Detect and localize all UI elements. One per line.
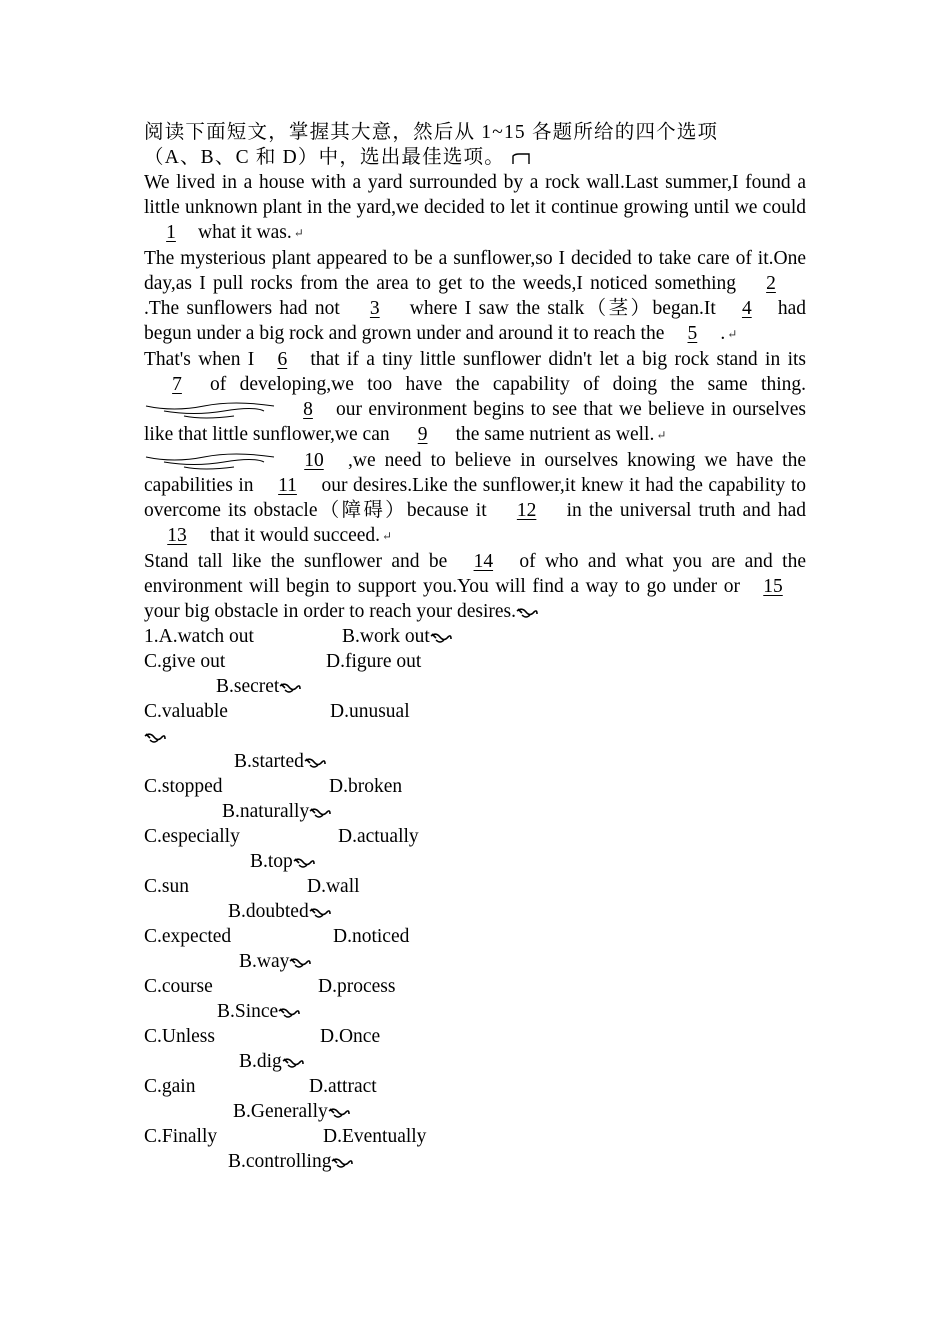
text-run: that it would succeed. (210, 525, 381, 547)
option-c: C.Finally (144, 1126, 218, 1148)
text-run: where I saw the stalk（茎）began.It (409, 298, 716, 320)
option-a: 1.A.watch out (144, 626, 254, 648)
option-line (144, 699, 806, 724)
option-line (144, 774, 806, 799)
option-d: D.broken (329, 776, 403, 798)
option-d: D.actually (338, 826, 419, 848)
swirl-glyph-icon (516, 606, 538, 620)
swirl-glyph-icon (289, 956, 311, 970)
option-line (144, 924, 806, 949)
option-line (144, 824, 806, 849)
option-b: B.controlling (228, 1151, 332, 1173)
option-d: D.wall (307, 876, 360, 898)
paragraph-mark-icon: ↵ (382, 529, 393, 544)
option-c: C.especially (144, 826, 240, 848)
paragraph-5 (144, 549, 806, 624)
instructions-line-2: （A、B、C 和 D）中，选出最佳选项。 (144, 147, 505, 168)
instructions-line-1: 阅读下面短文，掌握其大意，然后从 1~15 各题所给的四个选项 (144, 122, 719, 143)
option-line (144, 974, 806, 999)
blank-11: 11 (278, 475, 297, 497)
blank-1: 1 (166, 222, 176, 243)
text-run: That's when I (144, 349, 255, 371)
option-line (144, 624, 806, 649)
option-c: C.expected (144, 926, 232, 948)
swirl-glyph-icon (293, 856, 315, 870)
paragraph-mark-icon: ↵ (656, 428, 667, 443)
option-line (144, 1074, 806, 1099)
option-b: B.dig (239, 1051, 282, 1073)
option-d: D.process (318, 976, 396, 998)
swirl-glyph-icon (282, 1056, 304, 1070)
text-run: in the universal truth and had (566, 500, 806, 522)
instructions (144, 120, 806, 170)
paragraph-4 (144, 448, 806, 549)
option-d: D.figure out (326, 651, 422, 673)
option-d: D.unusual (330, 701, 410, 723)
wavy-line-icon (144, 400, 280, 422)
text-run: our environment begins to see that we believe in ourselves like that little sunflower,we can (144, 399, 806, 446)
text-run: had begun under a big rock and grown under and around it to reach the (144, 298, 806, 345)
option-b: B.way (239, 951, 290, 973)
text-run: the same nutrient as well. (455, 424, 655, 446)
option-line (144, 1024, 806, 1049)
text-run: . (720, 323, 726, 345)
options-list (144, 624, 806, 1174)
option-b: B.top (250, 851, 293, 873)
option-line (144, 1124, 806, 1149)
text-run: of who and what you are and the environment will begin to support you.You will find a way to go under or (144, 551, 806, 598)
option-line (144, 749, 806, 774)
option-d: D.attract (309, 1076, 377, 1098)
corner-mark-icon (511, 152, 533, 166)
blank-14: 14 (473, 551, 494, 573)
blank-13: 13 (167, 525, 187, 547)
option-c: C.valuable (144, 701, 228, 723)
text-run: of developing,we too have the capability of doing the same thing. (210, 374, 806, 396)
blank-7: 7 (172, 374, 182, 396)
option-line (144, 649, 806, 674)
option-b: B.naturally (222, 801, 310, 823)
paragraph-mark-icon: ↵ (293, 226, 304, 241)
paragraph-2 (144, 246, 806, 347)
blank-5: 5 (687, 323, 698, 345)
option-line (144, 1149, 806, 1174)
option-b: B.work out (342, 626, 430, 648)
option-b: B.Since (217, 1001, 279, 1023)
option-b: B.doubted (228, 901, 309, 923)
swirl-glyph-icon (309, 806, 331, 820)
option-line (144, 899, 806, 924)
paragraph-mark-icon: ↵ (727, 327, 738, 342)
option-line (144, 799, 806, 824)
swirl-glyph-icon (304, 756, 326, 770)
option-c: C.course (144, 976, 213, 998)
option-line (144, 999, 806, 1024)
swirl-glyph-icon (144, 731, 166, 745)
text-run: Stand tall like the sunflower and be (144, 551, 448, 573)
blank-4: 4 (741, 298, 752, 320)
option-c: C.Unless (144, 1026, 215, 1048)
option-line (144, 1049, 806, 1074)
paragraph-3 (144, 347, 806, 448)
option-d: D.Once (320, 1026, 381, 1048)
text-run: We lived in a house with a yard surrounded by a rock wall.Last summer,I found a little unknown plant in the yard,we decided to let it continue growing until we could (144, 172, 806, 218)
text-run: that if a tiny little sunflower didn't let a big rock stand in its (310, 349, 806, 371)
text-run: The mysterious plant appeared to be a sunflower,so I decided to take care of it.One day,as I pull rocks from the area to get to the weeds,I noticed something (144, 248, 806, 295)
option-d: D.Eventually (323, 1126, 427, 1148)
option-line (144, 724, 806, 749)
option-line (144, 1099, 806, 1124)
swirl-glyph-icon (331, 1156, 353, 1170)
text-run: what it was. (198, 222, 292, 243)
option-d: D.noticed (333, 926, 410, 948)
blank-6: 6 (277, 349, 288, 371)
option-c: C.gain (144, 1076, 196, 1098)
text-run: our desires.Like the sunflower,it knew it had the capability to overcome its obstacle（障碍）because it (144, 475, 806, 522)
option-line (144, 949, 806, 974)
swirl-glyph-icon (309, 906, 331, 920)
paragraph-1 (144, 170, 806, 246)
option-line (144, 874, 806, 899)
blank-9: 9 (417, 424, 428, 446)
option-b: B.secret (216, 676, 280, 698)
blank-15: 15 (763, 576, 783, 598)
option-line (144, 674, 806, 699)
swirl-glyph-icon (278, 1006, 300, 1020)
text-run: your big obstacle in order to reach your desires. (144, 601, 517, 623)
option-b: B.Generally (233, 1101, 328, 1123)
option-c: C.sun (144, 876, 189, 898)
text-run: .The sunflowers had not (144, 298, 340, 320)
swirl-glyph-icon (430, 631, 452, 645)
option-b: B.started (234, 751, 304, 773)
swirl-glyph-icon (279, 681, 301, 695)
swirl-glyph-icon (328, 1106, 350, 1120)
blank-12: 12 (516, 500, 537, 522)
blank-10: 10 (304, 450, 324, 472)
document-page (144, 120, 806, 1174)
option-line (144, 849, 806, 874)
blank-2: 2 (766, 273, 776, 295)
wavy-line-icon (144, 451, 280, 473)
blank-3: 3 (369, 298, 380, 320)
text-run: ,we need to believe in ourselves knowing we have the capabilities in (144, 450, 806, 497)
option-c: C.stopped (144, 776, 223, 798)
option-c: C.give out (144, 651, 226, 673)
blank-8: 8 (303, 399, 313, 421)
